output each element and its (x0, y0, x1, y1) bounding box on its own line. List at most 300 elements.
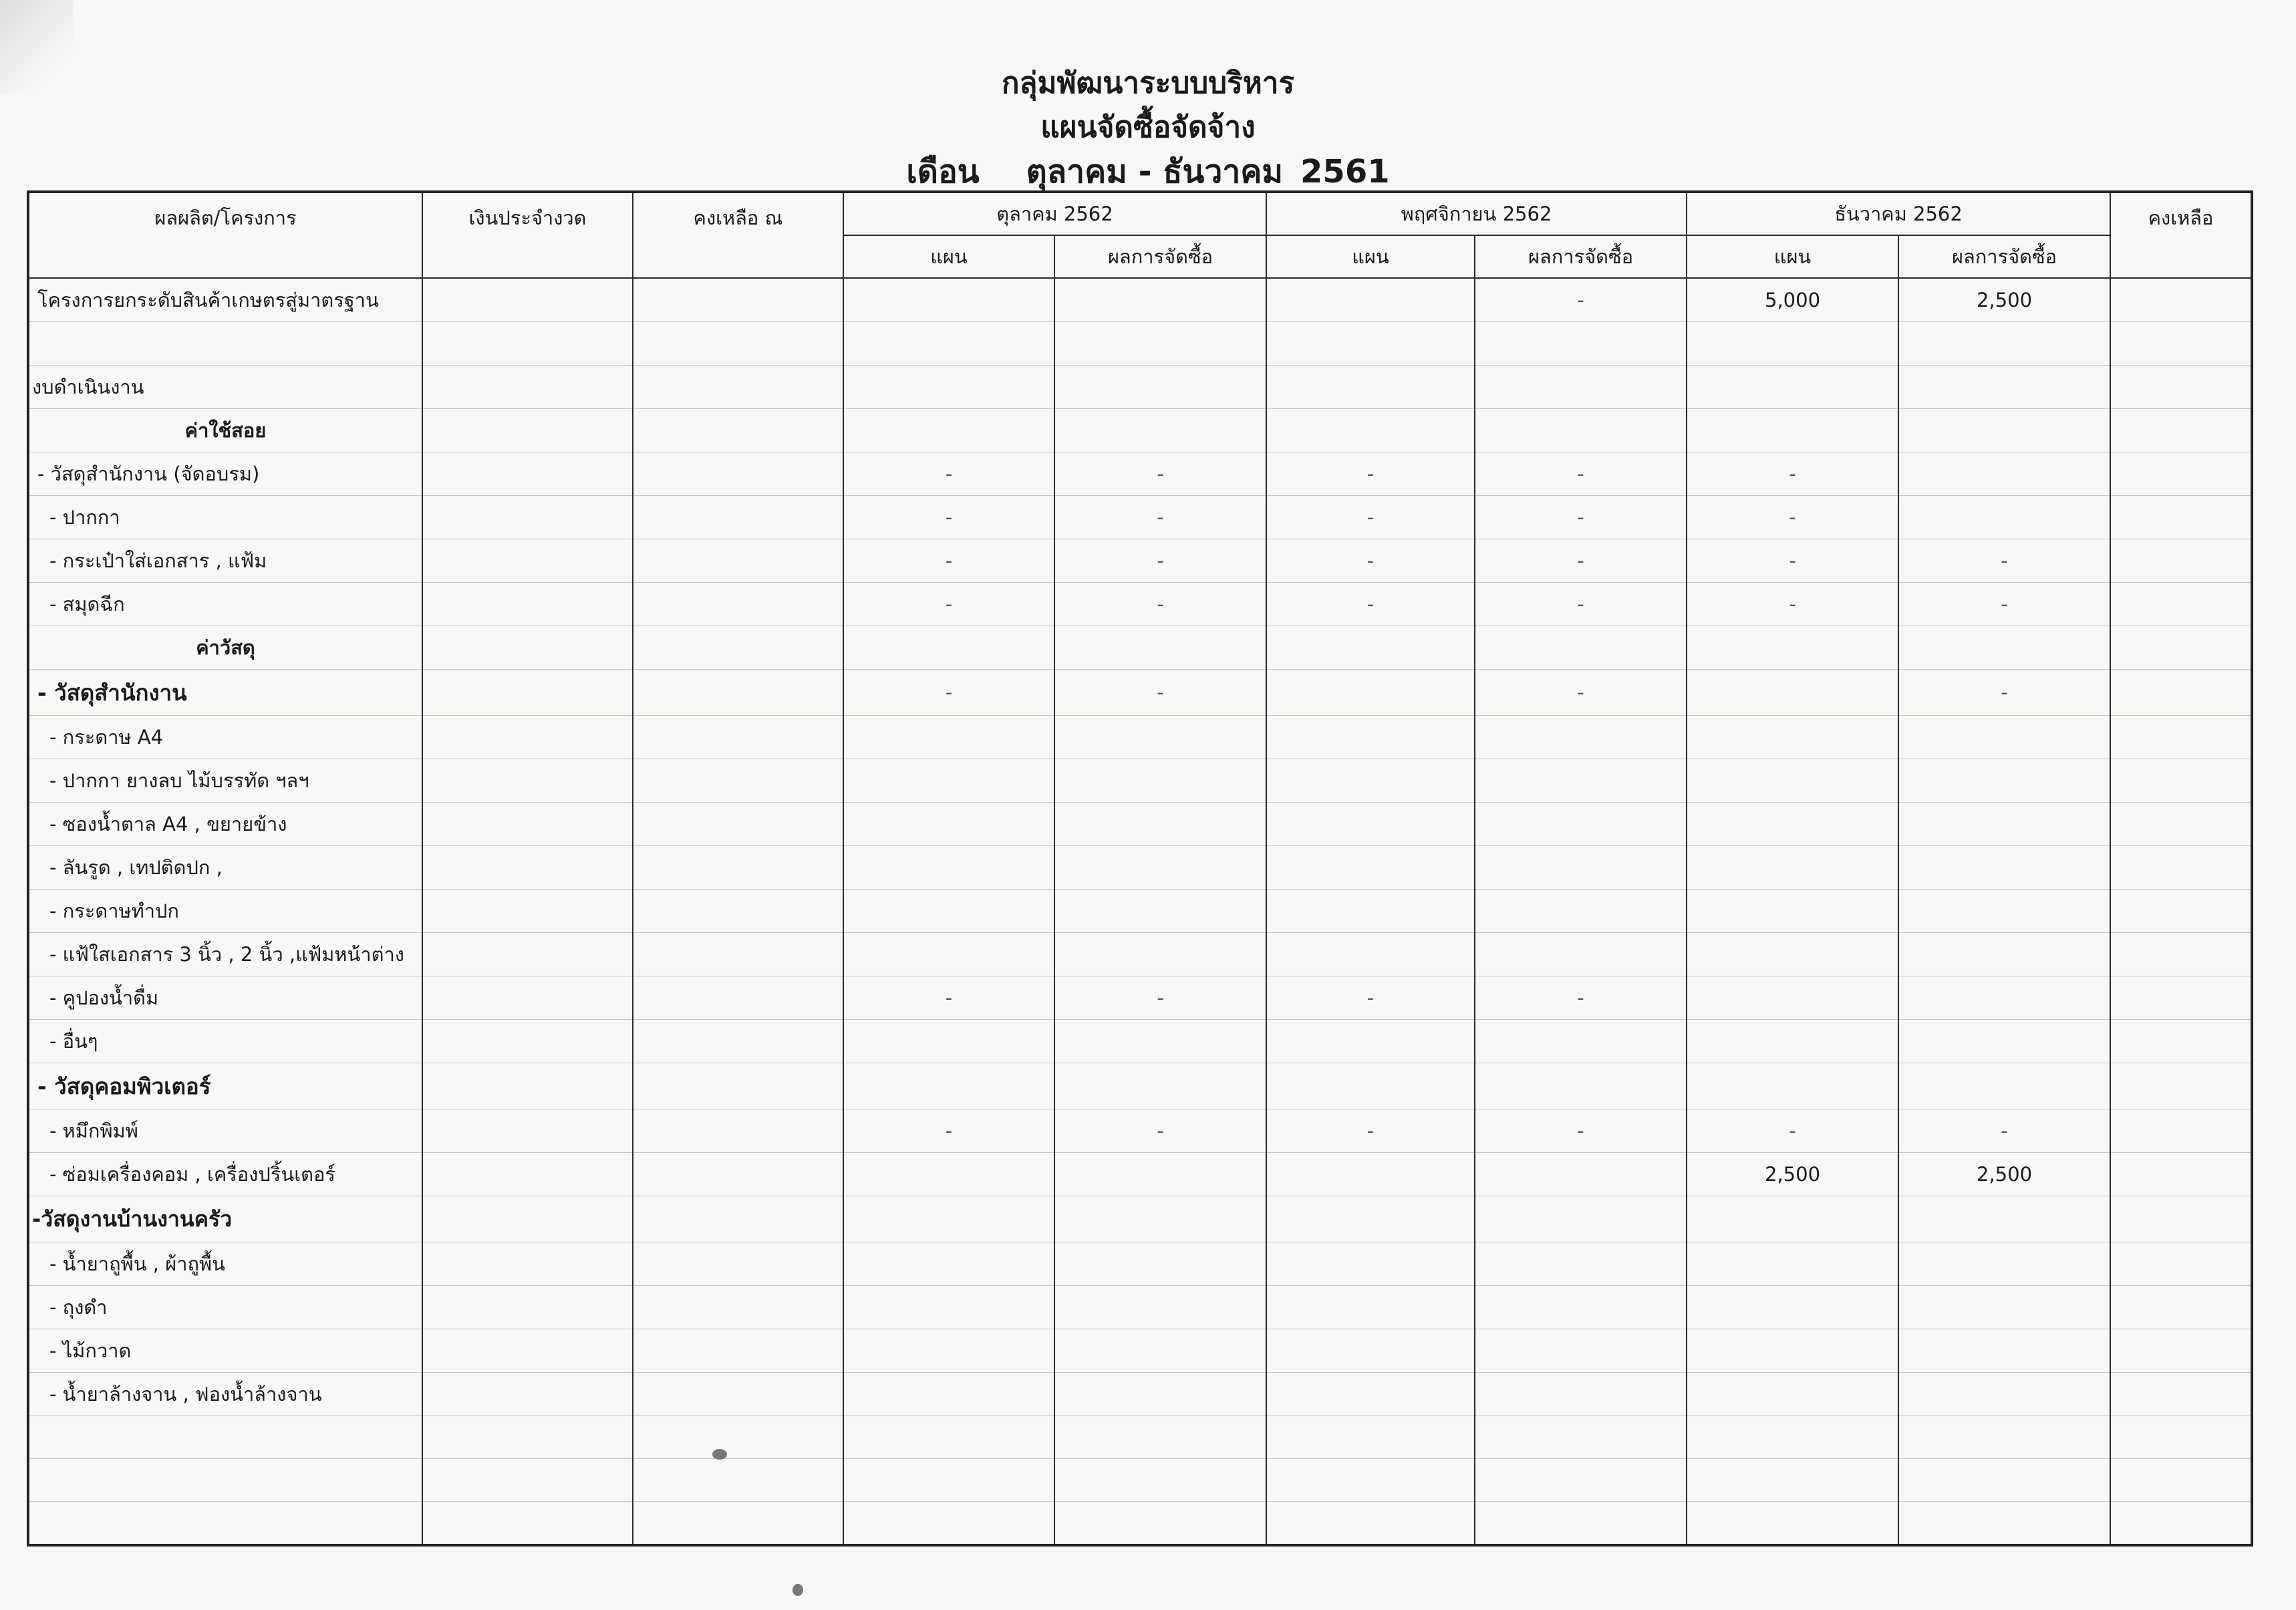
cell-remain (2110, 1286, 2252, 1329)
cell-remain-at (633, 716, 843, 759)
cell-dec-result (1898, 1373, 2110, 1416)
cell-nov-result (1475, 322, 1687, 366)
cell-oct-plan: - (843, 452, 1054, 496)
table-row (28, 278, 2252, 322)
cell-remain (2110, 1196, 2252, 1242)
cell-remain-at (633, 890, 843, 933)
cell-oct-result: - (1054, 1109, 1266, 1153)
row-label: - วัสดุสำนักงาน (28, 670, 422, 716)
table-row (28, 1020, 2252, 1063)
table-row (28, 1329, 2252, 1373)
cell-remain-at (633, 539, 843, 583)
cell-dec-plan (1687, 670, 1898, 716)
cell-dec-plan: 5,000 (1687, 278, 1898, 322)
cell-dec-plan (1687, 976, 1898, 1020)
cell-budget (422, 583, 633, 626)
empty-cell (1687, 1416, 1898, 1459)
cell-remain-at (633, 1153, 843, 1196)
cell-dec-plan (1687, 1373, 1898, 1416)
empty-cell (1054, 1416, 1266, 1459)
cell-dec-result (1898, 976, 2110, 1020)
cell-budget (422, 803, 633, 846)
table-row (28, 452, 2252, 496)
cell-remain (2110, 1242, 2252, 1286)
cell-budget (422, 366, 633, 409)
cell-remain-at (633, 803, 843, 846)
cell-nov-plan (1266, 716, 1475, 759)
row-label: - ถุงดำ (28, 1286, 422, 1329)
cell-oct-plan (843, 1063, 1054, 1109)
procurement-plan-table (27, 190, 2253, 1547)
document-title (0, 61, 2296, 194)
cell-oct-result (1054, 1286, 1266, 1329)
cell-nov-result (1475, 1242, 1687, 1286)
cell-dec-result (1898, 1063, 2110, 1109)
empty-cell (1266, 1416, 1475, 1459)
cell-dec-result (1898, 933, 2110, 976)
cell-dec-plan (1687, 890, 1898, 933)
header-oct-result: ผลการจัดซื้อ (1054, 235, 1266, 278)
cell-dec-plan: - (1687, 452, 1898, 496)
cell-dec-result: - (1898, 583, 2110, 626)
cell-oct-result (1054, 409, 1266, 452)
cell-oct-plan (843, 1242, 1054, 1286)
cell-nov-plan (1266, 803, 1475, 846)
empty-cell (633, 1459, 843, 1502)
cell-budget (422, 933, 633, 976)
cell-oct-plan (843, 846, 1054, 890)
cell-dec-plan (1687, 409, 1898, 452)
cell-oct-result (1054, 890, 1266, 933)
cell-nov-result (1475, 1329, 1687, 1373)
cell-dec-plan (1687, 1329, 1898, 1373)
cell-remain (2110, 409, 2252, 452)
cell-oct-result: - (1054, 539, 1266, 583)
row-label: - ซองน้ำตาล A4 , ขยายข้าง (28, 803, 422, 846)
cell-remain-at (633, 366, 843, 409)
empty-cell (28, 1416, 422, 1459)
cell-nov-plan (1266, 1196, 1475, 1242)
empty-cell (2110, 1416, 2252, 1459)
row-label: - ปากกา ยางลบ ไม้บรรทัด ฯลฯ (28, 759, 422, 803)
cell-oct-result: - (1054, 452, 1266, 496)
header-dec-result: ผลการจัดซื้อ (1898, 235, 2110, 278)
title-line-2: แผนจัดซื้อจัดจ้าง (1040, 110, 1256, 144)
table-row (28, 1286, 2252, 1329)
row-label: - วัสดุคอมพิวเตอร์ (28, 1063, 422, 1109)
cell-oct-result (1054, 1196, 1266, 1242)
cell-dec-plan (1687, 1063, 1898, 1109)
cell-dec-plan (1687, 1242, 1898, 1286)
cell-remain-at (633, 1109, 843, 1153)
row-label: - น้ำยาล้างจาน , ฟองน้ำล้างจาน (28, 1373, 422, 1416)
cell-remain (2110, 890, 2252, 933)
header-nov-result: ผลการจัดซื้อ (1475, 235, 1687, 278)
table-row (28, 1063, 2252, 1109)
cell-oct-plan (843, 366, 1054, 409)
cell-nov-plan (1266, 670, 1475, 716)
scan-speck (712, 1449, 727, 1460)
cell-oct-result (1054, 759, 1266, 803)
title-year: 2561 (1300, 153, 1390, 190)
table-row (28, 890, 2252, 933)
empty-cell (28, 1459, 422, 1502)
cell-budget (422, 409, 633, 452)
table-row (28, 409, 2252, 452)
cell-nov-plan (1266, 626, 1475, 670)
empty-cell (422, 1416, 633, 1459)
cell-oct-result (1054, 1153, 1266, 1196)
cell-oct-plan (843, 409, 1054, 452)
cell-nov-result (1475, 366, 1687, 409)
cell-oct-result (1054, 1242, 1266, 1286)
cell-budget (422, 539, 633, 583)
cell-remain (2110, 1109, 2252, 1153)
cell-nov-result (1475, 1063, 1687, 1109)
cell-nov-plan (1266, 278, 1475, 322)
cell-remain-at (633, 1063, 843, 1109)
cell-nov-plan: - (1266, 496, 1475, 539)
cell-remain-at (633, 278, 843, 322)
cell-remain (2110, 496, 2252, 539)
cell-oct-plan (843, 278, 1054, 322)
cell-oct-plan (843, 759, 1054, 803)
empty-cell (843, 1416, 1054, 1459)
cell-remain (2110, 539, 2252, 583)
cell-dec-result (1898, 1329, 2110, 1373)
cell-dec-plan (1687, 626, 1898, 670)
cell-budget (422, 322, 633, 366)
row-label: - คูปองน้ำดื่ม (28, 976, 422, 1020)
table-row (28, 366, 2252, 409)
cell-remain (2110, 1153, 2252, 1196)
cell-nov-result: - (1475, 1109, 1687, 1153)
cell-remain (2110, 1020, 2252, 1063)
cell-nov-result (1475, 803, 1687, 846)
cell-nov-plan (1266, 1286, 1475, 1329)
cell-dec-plan (1687, 716, 1898, 759)
row-label: - ไม้กวาด (28, 1329, 422, 1373)
cell-nov-plan (1266, 846, 1475, 890)
cell-oct-result: - (1054, 496, 1266, 539)
cell-remain-at (633, 759, 843, 803)
table-row (28, 1502, 2252, 1546)
cell-oct-plan: - (843, 976, 1054, 1020)
table-row (28, 846, 2252, 890)
table-row (28, 322, 2252, 366)
cell-remain-at (633, 846, 843, 890)
cell-nov-plan (1266, 933, 1475, 976)
cell-budget (422, 1020, 633, 1063)
cell-nov-result: - (1475, 496, 1687, 539)
cell-dec-plan: - (1687, 1109, 1898, 1153)
cell-budget (422, 626, 633, 670)
title-line-3 (0, 150, 2296, 194)
cell-remain (2110, 1063, 2252, 1109)
cell-dec-result: 2,500 (1898, 278, 2110, 322)
cell-budget (422, 1153, 633, 1196)
cell-nov-plan (1266, 1020, 1475, 1063)
cell-nov-result: - (1475, 670, 1687, 716)
cell-budget (422, 1242, 633, 1286)
cell-remain (2110, 583, 2252, 626)
cell-remain-at (633, 1286, 843, 1329)
cell-budget (422, 716, 633, 759)
cell-oct-result (1054, 1329, 1266, 1373)
empty-cell (28, 1502, 422, 1546)
cell-oct-result (1054, 933, 1266, 976)
cell-remain-at (633, 322, 843, 366)
cell-nov-result (1475, 626, 1687, 670)
cell-dec-plan (1687, 759, 1898, 803)
cell-budget (422, 1063, 633, 1109)
cell-budget (422, 670, 633, 716)
cell-dec-result (1898, 1020, 2110, 1063)
header-month-oct: ตุลาคม 2562 (843, 192, 1266, 235)
table-row (28, 803, 2252, 846)
table-row (28, 583, 2252, 626)
cell-dec-plan (1687, 846, 1898, 890)
cell-budget (422, 976, 633, 1020)
cell-dec-plan (1687, 803, 1898, 846)
cell-remain (2110, 322, 2252, 366)
cell-remain (2110, 626, 2252, 670)
cell-budget (422, 1329, 633, 1373)
cell-remain (2110, 933, 2252, 976)
cell-nov-result: - (1475, 583, 1687, 626)
cell-remain-at (633, 933, 843, 976)
empty-cell (1054, 1459, 1266, 1502)
cell-remain (2110, 670, 2252, 716)
empty-cell (1475, 1459, 1687, 1502)
cell-budget (422, 278, 633, 322)
cell-oct-result (1054, 322, 1266, 366)
row-label: - สมุดฉีก (28, 583, 422, 626)
cell-nov-plan: - (1266, 539, 1475, 583)
table-row (28, 496, 2252, 539)
cell-nov-result (1475, 1196, 1687, 1242)
cell-oct-plan (843, 1329, 1054, 1373)
cell-dec-result: - (1898, 1109, 2110, 1153)
cell-nov-plan: - (1266, 583, 1475, 626)
cell-remain-at (633, 452, 843, 496)
title-line-1: กลุ่มพัฒนาระบบบริหาร (1001, 66, 1295, 100)
empty-cell (1475, 1502, 1687, 1546)
cell-remain-at (633, 1196, 843, 1242)
row-label: - กระดาษ A4 (28, 716, 422, 759)
cell-oct-plan (843, 1196, 1054, 1242)
header-dec-plan: แผน (1687, 235, 1898, 278)
cell-nov-plan (1266, 1242, 1475, 1286)
cell-dec-result (1898, 409, 2110, 452)
cell-remain (2110, 1373, 2252, 1416)
cell-dec-plan (1687, 366, 1898, 409)
empty-cell (422, 1459, 633, 1502)
cell-nov-result: - (1475, 452, 1687, 496)
cell-oct-result (1054, 278, 1266, 322)
cell-oct-result: - (1054, 670, 1266, 716)
row-label: - กระเป๋าใส่เอกสาร , แฟ้ม (28, 539, 422, 583)
row-label: - ซ่อมเครื่องคอม , เครื่องปริ้นเตอร์ (28, 1153, 422, 1196)
header-budget: เงินประจำงวด (422, 192, 633, 278)
table-row (28, 1373, 2252, 1416)
cell-nov-result (1475, 759, 1687, 803)
row-label: -วัสดุงานบ้านงานครัว (28, 1196, 422, 1242)
cell-nov-plan (1266, 366, 1475, 409)
cell-oct-plan (843, 626, 1054, 670)
empty-cell (2110, 1459, 2252, 1502)
cell-dec-result (1898, 803, 2110, 846)
cell-oct-plan: - (843, 539, 1054, 583)
cell-remain (2110, 278, 2252, 322)
cell-oct-plan: - (843, 670, 1054, 716)
cell-remain (2110, 976, 2252, 1020)
cell-dec-result (1898, 1196, 2110, 1242)
cell-oct-plan (843, 1153, 1054, 1196)
title-month-start: ตุลาคม - (1026, 153, 1152, 190)
cell-dec-result (1898, 716, 2110, 759)
row-label: - ปากกา (28, 496, 422, 539)
cell-budget (422, 890, 633, 933)
cell-remain (2110, 803, 2252, 846)
cell-budget (422, 759, 633, 803)
title-month-end: ธันวาคม (1163, 153, 1284, 190)
cell-nov-plan: - (1266, 1109, 1475, 1153)
scan-speck (793, 1584, 803, 1596)
empty-cell (633, 1416, 843, 1459)
cell-oct-result (1054, 1373, 1266, 1416)
cell-dec-result (1898, 322, 2110, 366)
cell-dec-result (1898, 759, 2110, 803)
cell-oct-plan (843, 933, 1054, 976)
cell-remain (2110, 366, 2252, 409)
table-row (28, 759, 2252, 803)
row-label: - แฟ้ใสเอกสาร 3 นิ้ว , 2 นิ้ว ,แฟ้มหน้าต่าง (28, 933, 422, 976)
cell-budget (422, 1109, 633, 1153)
cell-remain-at (633, 1242, 843, 1286)
header-nov-plan: แผน (1266, 235, 1475, 278)
cell-dec-plan: - (1687, 583, 1898, 626)
cell-nov-result (1475, 716, 1687, 759)
cell-remain (2110, 759, 2252, 803)
cell-oct-plan (843, 890, 1054, 933)
row-label: - วัสดุสำนักงาน (จัดอบรม) (28, 452, 422, 496)
cell-nov-plan (1266, 1153, 1475, 1196)
cell-oct-result (1054, 366, 1266, 409)
cell-remain (2110, 846, 2252, 890)
cell-nov-plan (1266, 1329, 1475, 1373)
cell-dec-plan (1687, 322, 1898, 366)
cell-remain-at (633, 1329, 843, 1373)
table-row (28, 539, 2252, 583)
cell-oct-plan (843, 803, 1054, 846)
cell-oct-result (1054, 1020, 1266, 1063)
cell-budget (422, 1196, 633, 1242)
table-row (28, 716, 2252, 759)
empty-cell (843, 1502, 1054, 1546)
cell-remain-at (633, 409, 843, 452)
cell-nov-plan (1266, 1373, 1475, 1416)
cell-remain-at (633, 1373, 843, 1416)
cell-nov-result (1475, 933, 1687, 976)
cell-dec-result (1898, 846, 2110, 890)
cell-dec-result (1898, 496, 2110, 539)
row-label (28, 322, 422, 366)
cell-dec-result: - (1898, 670, 2110, 716)
cell-dec-result (1898, 626, 2110, 670)
cell-budget (422, 496, 633, 539)
cell-remain-at (633, 496, 843, 539)
cell-oct-result (1054, 803, 1266, 846)
row-label: - หมึกพิมพ์ (28, 1109, 422, 1153)
header-remain: คงเหลือ (2110, 192, 2252, 278)
cell-dec-plan: 2,500 (1687, 1153, 1898, 1196)
cell-oct-plan: - (843, 583, 1054, 626)
cell-nov-result (1475, 890, 1687, 933)
cell-budget (422, 1373, 633, 1416)
cell-remain-at (633, 626, 843, 670)
empty-cell (1266, 1502, 1475, 1546)
cell-remain-at (633, 976, 843, 1020)
table-row (28, 1153, 2252, 1196)
cell-oct-plan: - (843, 496, 1054, 539)
cell-dec-result (1898, 452, 2110, 496)
cell-nov-result (1475, 846, 1687, 890)
header-month-nov: พฤศจิกายน 2562 (1266, 192, 1687, 235)
title-month-label: เดือน (906, 153, 980, 190)
cell-dec-result (1898, 890, 2110, 933)
empty-cell (1266, 1459, 1475, 1502)
row-label: ค่าวัสดุ (28, 626, 422, 670)
cell-remain (2110, 1329, 2252, 1373)
row-label: - อื่นๆ (28, 1020, 422, 1063)
cell-nov-result (1475, 1020, 1687, 1063)
cell-oct-result (1054, 626, 1266, 670)
cell-oct-result (1054, 846, 1266, 890)
cell-dec-result: - (1898, 539, 2110, 583)
cell-oct-result: - (1054, 976, 1266, 1020)
cell-nov-plan (1266, 409, 1475, 452)
cell-dec-result (1898, 1286, 2110, 1329)
header-month-dec: ธันวาคม 2562 (1687, 192, 2110, 235)
cell-dec-plan (1687, 1196, 1898, 1242)
cell-dec-plan: - (1687, 539, 1898, 583)
cell-nov-result (1475, 409, 1687, 452)
cell-nov-plan (1266, 759, 1475, 803)
cell-oct-plan (843, 322, 1054, 366)
table-row (28, 1459, 2252, 1502)
cell-budget (422, 1286, 633, 1329)
empty-cell (1898, 1502, 2110, 1546)
row-label: โครงการยกระดับสินค้าเกษตรสู่มาตรฐาน (28, 278, 422, 322)
header-oct-plan: แผน (843, 235, 1054, 278)
row-label: ค่าใช้สอย (28, 409, 422, 452)
cell-nov-result (1475, 1373, 1687, 1416)
cell-oct-result: - (1054, 583, 1266, 626)
cell-dec-result (1898, 1242, 2110, 1286)
table-body (28, 278, 2252, 1545)
header-row-1 (28, 192, 2252, 235)
cell-remain-at (633, 1020, 843, 1063)
cell-nov-result (1475, 1153, 1687, 1196)
cell-oct-plan (843, 1286, 1054, 1329)
table-row (28, 1109, 2252, 1153)
empty-cell (422, 1502, 633, 1546)
empty-cell (1475, 1416, 1687, 1459)
row-label: - น้ำยาถูพื้น , ผ้าถูพื้น (28, 1242, 422, 1286)
empty-cell (1687, 1502, 1898, 1546)
cell-oct-result (1054, 716, 1266, 759)
